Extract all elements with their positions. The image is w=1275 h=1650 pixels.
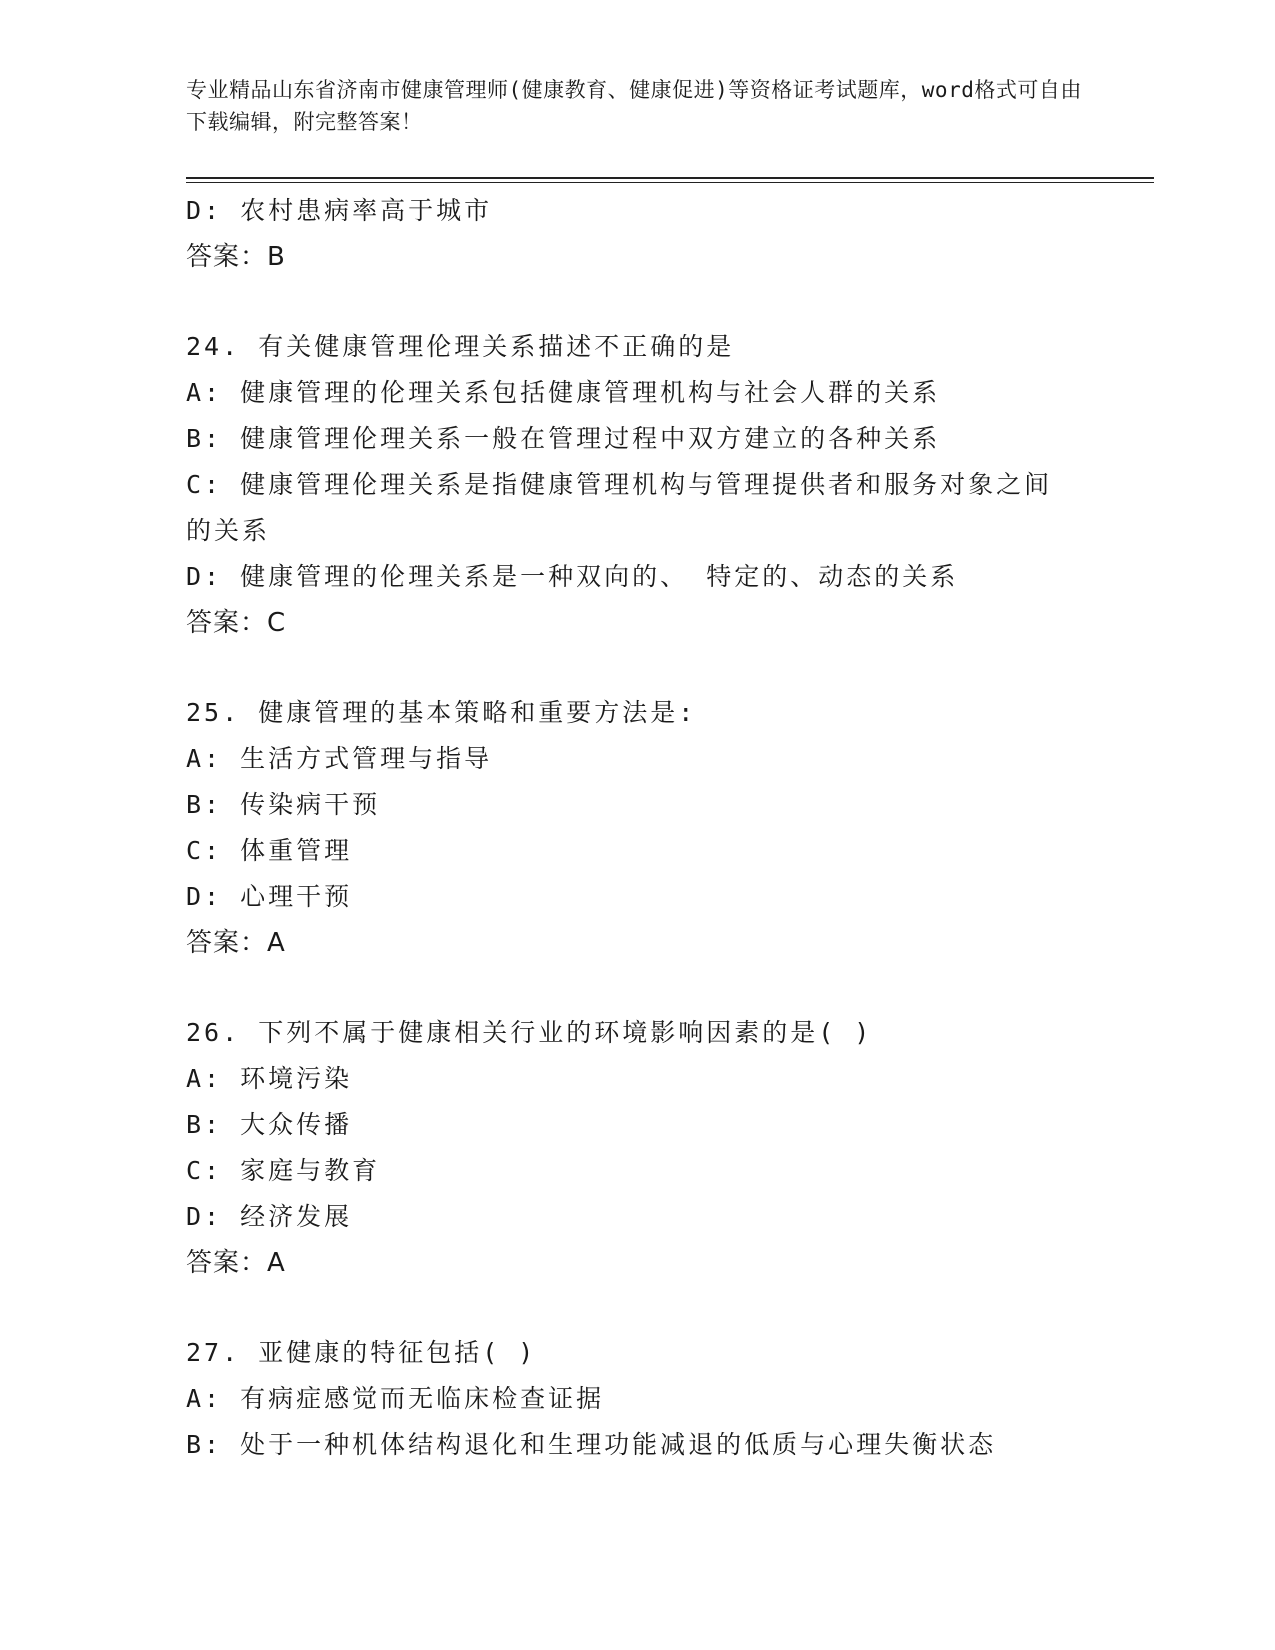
option-d: D: 农村患病率高于城市 xyxy=(186,196,493,225)
option-a: A: 有病症感觉而无临床检查证据 xyxy=(186,1384,605,1413)
question-27 xyxy=(186,1330,1086,1468)
option-b: B: 传染病干预 xyxy=(186,790,381,819)
answer: 答案：C xyxy=(186,608,287,638)
question-25 xyxy=(186,690,1086,966)
option-a: A: 健康管理的伦理关系包括健康管理机构与社会人群的关系 xyxy=(186,378,941,407)
option-a: A: 环境污染 xyxy=(186,1064,353,1093)
header-rule-thick xyxy=(186,177,1154,179)
answer: 答案：A xyxy=(186,928,286,958)
exam-content xyxy=(186,188,1086,1468)
option-b: B: 处于一种机体结构退化和生理功能减退的低质与心理失衡状态 xyxy=(186,1430,997,1459)
option-d: D: 心理干预 xyxy=(186,882,353,911)
document-header: 专业精品山东省济南市健康管理师(健康教育、健康促进)等资格证考试题库，word格式可自由下载编辑，附完整答案！ xyxy=(186,78,1082,134)
question-stem: 24. 有关健康管理伦理关系描述不正确的是 xyxy=(186,332,735,361)
option-c: C: 体重管理 xyxy=(186,836,353,865)
option-c: C: 健康管理伦理关系是指健康管理机构与管理提供者和服务对象之间的关系 xyxy=(186,470,1053,545)
header-rule-thin xyxy=(186,182,1154,183)
option-d: D: 经济发展 xyxy=(186,1202,353,1231)
option-a: A: 生活方式管理与指导 xyxy=(186,744,493,773)
option-c: C: 家庭与教育 xyxy=(186,1156,381,1185)
option-b: B: 大众传播 xyxy=(186,1110,353,1139)
question-stem: 26. 下列不属于健康相关行业的环境影响因素的是( ) xyxy=(186,1018,873,1047)
question-stem: 27. 亚健康的特征包括( ) xyxy=(186,1338,537,1367)
answer: 答案：B xyxy=(186,242,286,272)
answer: 答案：A xyxy=(186,1248,286,1278)
option-b: B: 健康管理伦理关系一般在管理过程中双方建立的各种关系 xyxy=(186,424,941,453)
question-stem: 25. 健康管理的基本策略和重要方法是: xyxy=(186,698,697,727)
question-26 xyxy=(186,1010,1086,1286)
question-24 xyxy=(186,324,1086,646)
option-d: D: 健康管理的伦理关系是一种双向的、 特定的、动态的关系 xyxy=(186,562,959,591)
